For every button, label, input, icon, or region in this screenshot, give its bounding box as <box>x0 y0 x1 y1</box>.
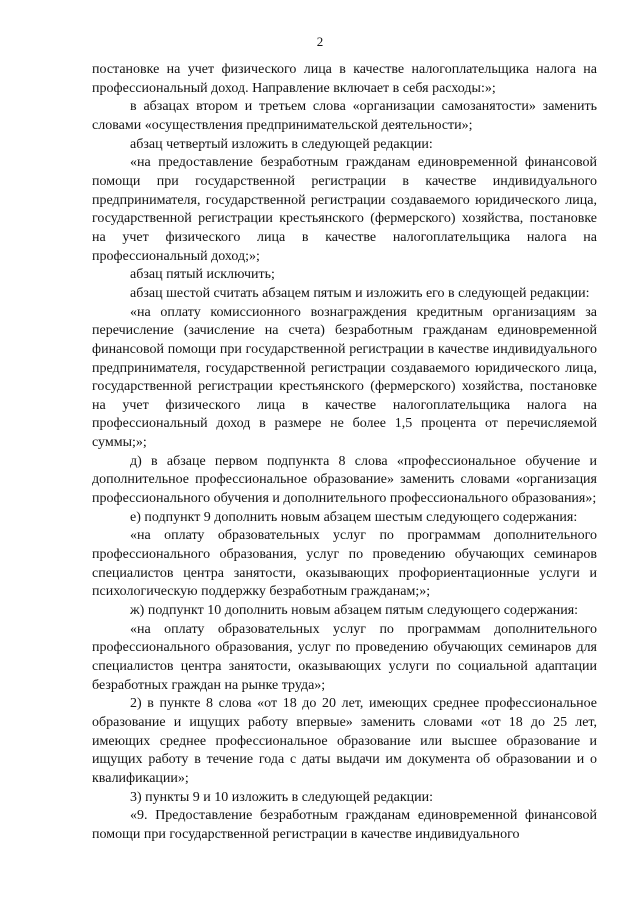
paragraph: «на оплату комиссионного вознаграждения кредитным организациям за перечисление (зачисление на счета) безработным гражданам единовременной финансовой помощи при государственной регистрации в качестве индивидуального предпринимателя, государственной регистрации создаваемого юридического лица, государственной регистрации крестьянского (фермерского) хозяйства, постановке на учет физического лица в качестве налогоплательщика налога на профессиональный доход в размере не более 1,5 процента от перечисляемой суммы;»; <box>92 304 597 451</box>
paragraph: абзац пятый исключить; <box>130 267 275 283</box>
paragraph: «на оплату образовательных услуг по программам дополнительного профессионального образования, услуг по проведению обучающих семинаров для специалистов центра занятости, оказывающих услуги по социальной адаптации безработных граждан на рынке труда»; <box>92 621 597 693</box>
paragraph: 2) в пункте 8 слова «от 18 до 20 лет, имеющих среднее профессиональное образование и ищущих работу впервые» заменить словами «от 18 до 25 лет, имеющих среднее профессиональное образование или высшее образование и ищущих работу в течение года с даты выдачи им документа об образовании и о квалификации»; <box>92 696 597 786</box>
paragraph: «на предоставление безработным гражданам единовременной финансовой помощи при государственной регистрации в качестве индивидуального предпринимателя, государственной регистрации создаваемого юридического лица, государственной регистрации крестьянского (фермерского) хозяйства, постановке на учет физического лица в качестве налогоплательщика налога на профессиональный доход;»; <box>92 155 597 264</box>
document-body <box>92 61 597 845</box>
paragraph: абзац четвертый изложить в следующей редакции: <box>130 136 433 152</box>
paragraph: абзац шестой считать абзацем пятым и изложить его в следующей редакции: <box>130 285 590 301</box>
paragraph: ж) подпункт 10 дополнить новым абзацем пятым следующего содержания: <box>130 603 579 619</box>
paragraph: «9. Предоставление безработным гражданам единовременной финансовой помощи при государственной регистрации в качестве индивидуального <box>92 808 597 842</box>
paragraph: в абзацах втором и третьем слова «организации самозанятости» заменить словами «осуществления предпринимательской деятельности»; <box>92 99 597 133</box>
paragraph: «на оплату образовательных услуг по программам дополнительного профессионального образования, услуг по проведению обучающих семинаров специалистов центра занятости, оказывающих профориентационные услуги и психологическую поддержку безработным гражданам;»; <box>92 528 597 600</box>
paragraph: д) в абзаце первом подпункта 8 слова «профессиональное обучение и дополнительное профессиональное образование» заменить словами «организация профессионального обучения и дополнительного профессионального образования»; <box>92 453 597 507</box>
paragraph: постановке на учет физического лица в качестве налогоплательщика налога на профессиональный доход. Направление включает в себя расходы:»; <box>92 62 597 96</box>
paragraph: е) подпункт 9 дополнить новым абзацем шестым следующего содержания: <box>130 509 578 525</box>
paragraph: 3) пункты 9 и 10 изложить в следующей редакции: <box>130 789 434 805</box>
page-number: 2 <box>316 34 324 49</box>
